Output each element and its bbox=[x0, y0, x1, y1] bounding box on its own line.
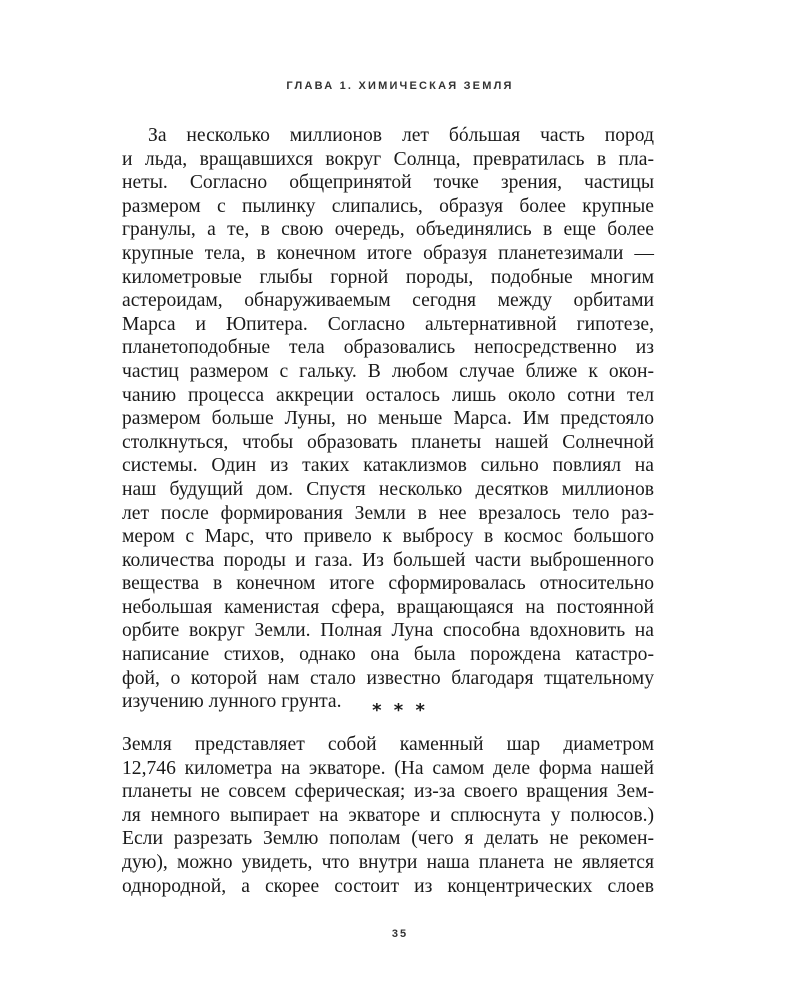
text-line: дую), можно увидеть, что внутри наша планета не является bbox=[122, 851, 654, 873]
text-line: За несколько миллионов лет бóльшая часть пород bbox=[148, 125, 654, 146]
text-line: астероидам, обнаруживаемым сегодня между орбитами bbox=[122, 290, 654, 312]
text-line: Марса и Юпитера. Согласно альтернативной гипотезе, bbox=[122, 313, 654, 335]
text-line: ля немного выпирает на экваторе и сплюснута у полюсов.) bbox=[122, 804, 654, 826]
text-line: размером больше Луны, но меньше Марса. Им предстояло bbox=[122, 408, 654, 430]
paragraph-2 bbox=[122, 733, 654, 898]
text-line: чанию процесса аккреции осталось лишь около сотни тел bbox=[122, 384, 654, 406]
section-separator: * * * bbox=[372, 700, 428, 721]
page-number: 35 bbox=[391, 928, 409, 940]
text-line: столкнуться, чтобы образовать планеты нашей Солнечной bbox=[122, 431, 654, 453]
text-line: гранулы, а те, в свою очередь, объединялись в еще более bbox=[122, 219, 654, 241]
running-header: ГЛАВА 1. ХИМИЧЕСКАЯ ЗЕМЛЯ bbox=[286, 80, 514, 92]
text-line: частиц размером с гальку. В любом случае ближе к окон- bbox=[122, 360, 654, 382]
text-line: системы. Один из таких катаклизмов сильно повлиял на bbox=[122, 455, 654, 477]
text-line: вещества в конечном итоге сформировалась относительно bbox=[122, 573, 654, 595]
text-line: неты. Согласно общепринятой точке зрения, частицы bbox=[122, 172, 654, 194]
text-line: Земля представляет собой каменный шар диаметром bbox=[122, 734, 654, 755]
text-line: мером с Марс, что привело к выбросу в космос большого bbox=[122, 526, 654, 548]
text-line: лет после формирования Земли в нее врезалось тело раз- bbox=[122, 502, 654, 524]
text-line: крупные тела, в конечном итоге образуя планетезимали — bbox=[122, 242, 654, 264]
text-line: наш будущий дом. Спустя несколько десятков миллионов bbox=[122, 478, 654, 500]
text-line: 12,746 километра на экваторе. (На самом деле форма нашей bbox=[122, 757, 654, 779]
text-line: и льда, вращавшихся вокруг Солнца, превратилась в пла- bbox=[122, 148, 654, 170]
paragraph-1 bbox=[122, 124, 654, 714]
text-line: небольшая каменистая сфера, вращающаяся на постоянной bbox=[122, 596, 654, 618]
text-line: планетоподобные тела образовались непосредственно из bbox=[122, 337, 654, 359]
text-line: написание стихов, однако она была порождена катастро- bbox=[122, 644, 654, 666]
text-line: орбите вокруг Земли. Полная Луна способна вдохновить на bbox=[122, 620, 654, 642]
text-line: количества породы и газа. Из большей части выброшенного bbox=[122, 549, 654, 571]
text-line: километровые глыбы горной породы, подобные многим bbox=[122, 266, 654, 288]
text-line: размером с пылинку слипались, образуя более крупные bbox=[122, 195, 654, 217]
text-line: Если разрезать Землю пополам (чего я делать не рекомен- bbox=[122, 828, 654, 850]
text-line: фой, о которой нам стало известно благодаря тщательному bbox=[122, 667, 654, 689]
text-line: планеты не совсем сферическая; из-за своего вращения Зем- bbox=[122, 781, 654, 803]
text-line: однородной, а скорее состоит из концентрических слоев bbox=[122, 875, 654, 897]
text-line: изучению лунного грунта. bbox=[122, 691, 342, 713]
